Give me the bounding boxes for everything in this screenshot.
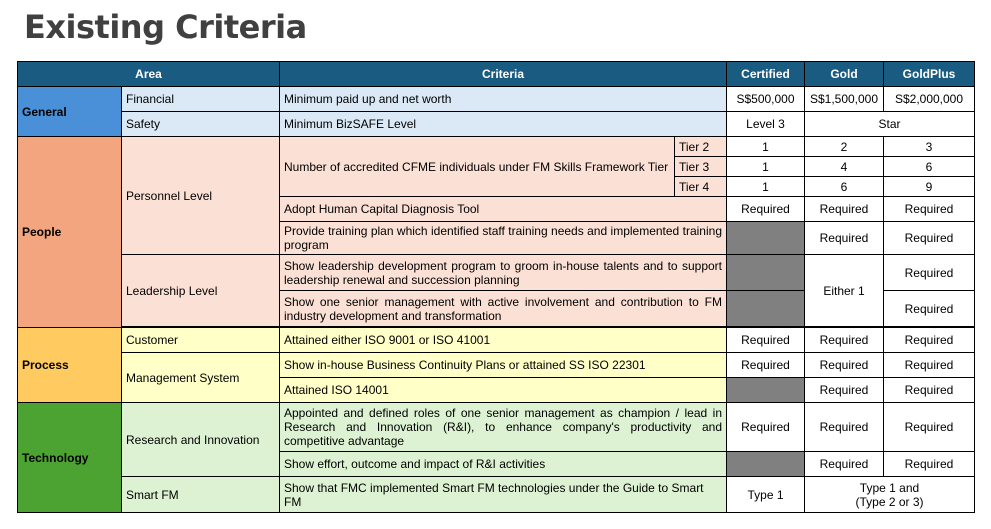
goldplus-cell: 6 <box>884 157 975 177</box>
gold-cell: S$1,500,000 <box>805 87 884 112</box>
gold-cell: 2 <box>805 137 884 157</box>
header-certified: Certified <box>727 62 805 87</box>
sub-area-smart-fm: Smart FM <box>122 477 280 513</box>
table-row <box>18 255 975 291</box>
header-criteria: Criteria <box>280 62 727 87</box>
goldplus-cell: Required <box>884 378 975 403</box>
sub-area-management-system: Management System <box>122 353 280 403</box>
smart-fm-requirement-line1: Type 1 and <box>859 480 920 495</box>
table-row <box>18 477 975 513</box>
goldplus-cell: Required <box>884 255 975 291</box>
criteria-cell: Show effort, outcome and impact of R&I activities <box>280 452 727 477</box>
gold-cell: Required <box>805 328 884 353</box>
sub-area-leadership: Leadership Level <box>122 255 280 327</box>
header-goldplus: GoldPlus <box>884 62 975 87</box>
goldplus-cell: Required <box>884 403 975 452</box>
goldplus-cell: Required <box>884 291 975 327</box>
criteria-cell: Appointed and defined roles of one senior management as champion / lead in Research and Innovation (R&I), to enhance company's productivity and competitive advantage <box>280 403 727 452</box>
gold-goldplus-cell: Star <box>805 112 975 137</box>
criteria-cell: Show that FMC implemented Smart FM technologies under the Guide to Smart FM <box>280 477 727 513</box>
tier-label: Tier 4 <box>675 177 727 197</box>
area-technology: Technology <box>18 403 122 513</box>
table-row <box>18 403 975 452</box>
table-row <box>18 353 975 378</box>
page-title: Existing Criteria <box>24 8 307 46</box>
gold-cell: Required <box>805 378 884 403</box>
criteria-cell: Show in-house Business Continuity Plans or attained SS ISO 22301 <box>280 353 727 378</box>
criteria-cell: Show leadership development program to groom in-house talents and to support leadership renewal and succession planning <box>280 255 727 291</box>
sub-area-safety: Safety <box>122 112 280 137</box>
not-applicable-cell <box>727 452 805 477</box>
certified-cell: Required <box>727 328 805 353</box>
sub-area-personnel: Personnel Level <box>122 137 280 255</box>
tier-label: Tier 2 <box>675 137 727 157</box>
certified-cell: Type 1 <box>727 477 805 513</box>
not-applicable-cell <box>727 222 805 255</box>
gold-cell: 6 <box>805 177 884 197</box>
sub-area-research-innovation: Research and Innovation <box>122 403 280 477</box>
gold-cell: Required <box>805 452 884 477</box>
goldplus-cell: S$2,000,000 <box>884 87 975 112</box>
certified-cell: Required <box>727 403 805 452</box>
gold-cell: Required <box>805 403 884 452</box>
header-gold: Gold <box>805 62 884 87</box>
gold-cell: Required <box>805 222 884 255</box>
not-applicable-cell <box>727 291 805 327</box>
criteria-cell: Adopt Human Capital Diagnosis Tool <box>280 197 727 222</box>
smart-fm-requirement-line2: (Type 2 or 3) <box>855 494 924 509</box>
criteria-cell: Minimum BizSAFE Level <box>280 112 727 137</box>
criteria-cell: Show one senior management with active involvement and contribution to FM industry development and transformation <box>280 291 727 327</box>
area-process: Process <box>18 328 122 403</box>
header-area: Area <box>18 62 280 87</box>
tier-label: Tier 3 <box>675 157 727 177</box>
certified-cell: S$500,000 <box>727 87 805 112</box>
certified-cell: Required <box>727 353 805 378</box>
criteria-table <box>17 61 975 513</box>
goldplus-cell: 3 <box>884 137 975 157</box>
area-people: People <box>18 137 122 328</box>
table-row <box>18 137 975 157</box>
certified-cell: Required <box>727 197 805 222</box>
table-row <box>18 328 975 353</box>
goldplus-cell: 9 <box>884 177 975 197</box>
certified-cell: 1 <box>727 137 805 157</box>
goldplus-cell: Required <box>884 452 975 477</box>
criteria-cell: Minimum paid up and net worth <box>280 87 727 112</box>
criteria-cell: Provide training plan which identified staff training needs and implemented training program <box>280 222 727 255</box>
gold-cell: Required <box>805 197 884 222</box>
sub-area-financial: Financial <box>122 87 280 112</box>
certified-cell: 1 <box>727 177 805 197</box>
header-row <box>18 62 975 87</box>
criteria-cell: Number of accredited CFME individuals under FM Skills Framework Tier <box>280 137 675 197</box>
gold-either-cell: Either 1 <box>805 255 884 327</box>
goldplus-cell: Required <box>884 353 975 378</box>
criteria-cell: Attained ISO 14001 <box>280 378 727 403</box>
sub-area-customer: Customer <box>122 328 280 353</box>
goldplus-cell: Required <box>884 197 975 222</box>
gold-goldplus-cell <box>805 477 975 513</box>
gold-cell: Required <box>805 353 884 378</box>
gold-cell: 4 <box>805 157 884 177</box>
certified-cell: Level 3 <box>727 112 805 137</box>
criteria-cell: Attained either ISO 9001 or ISO 41001 <box>280 328 727 353</box>
area-general: General <box>18 87 122 137</box>
table-row <box>18 112 975 137</box>
goldplus-cell: Required <box>884 328 975 353</box>
goldplus-cell: Required <box>884 222 975 255</box>
table-row <box>18 87 975 112</box>
not-applicable-cell <box>727 255 805 291</box>
certified-cell: 1 <box>727 157 805 177</box>
not-applicable-cell <box>727 378 805 403</box>
